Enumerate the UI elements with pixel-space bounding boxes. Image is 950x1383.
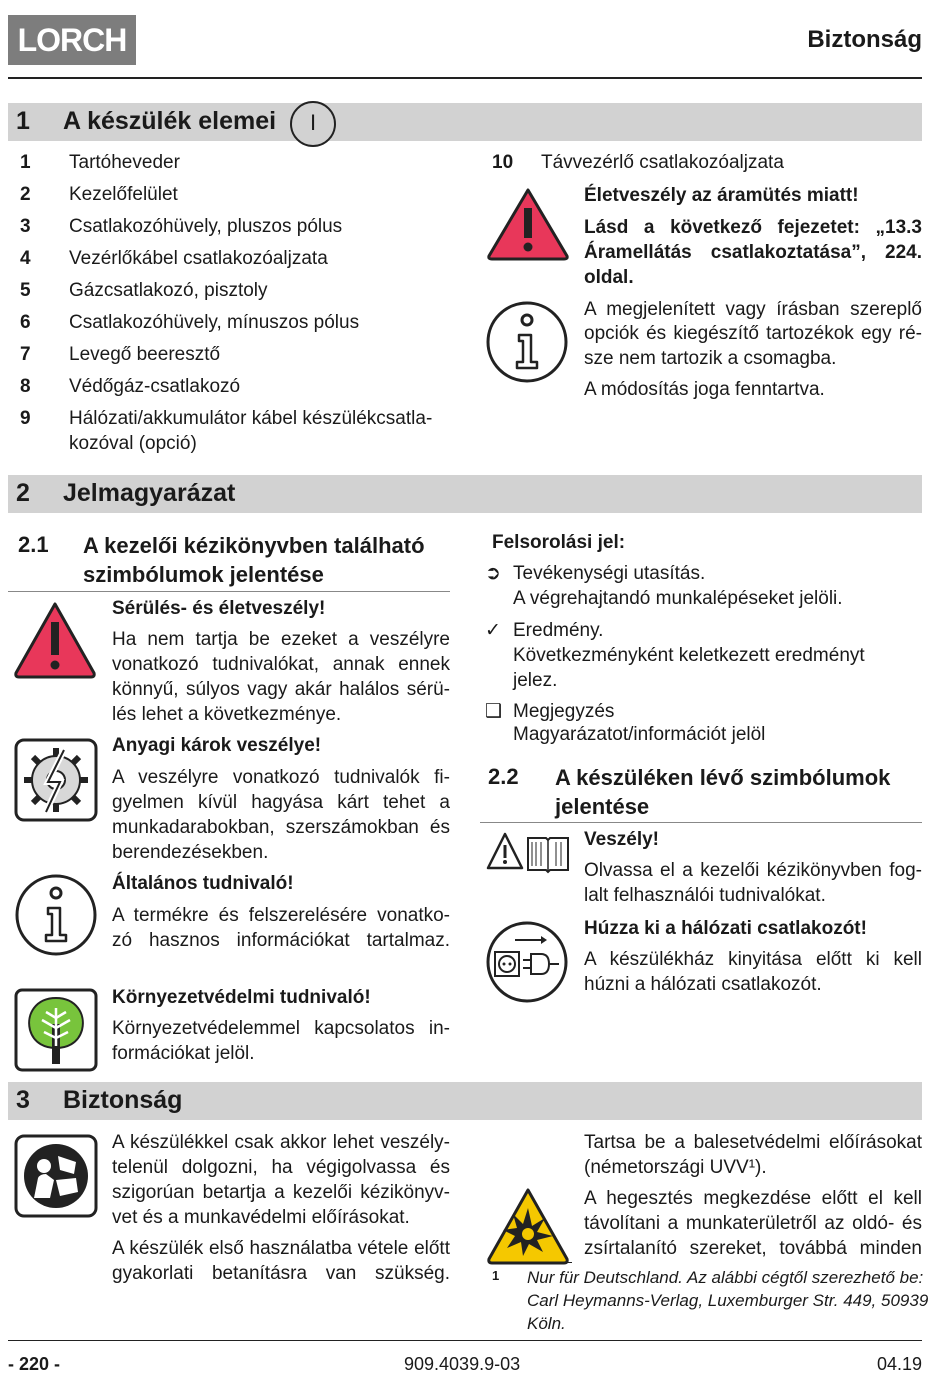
- info-text-line: sze nem tartozik a csomagba.: [584, 348, 837, 369]
- danger-text-line: könnyű, súlyos vagy akár halálos sérü-: [112, 679, 450, 700]
- safety-text-line: telenül dolgozni, ha végigolvassa és: [112, 1157, 450, 1178]
- footnote-line: Carl Heymanns-Verlag, Luxemburger Str. 449, 50939: [527, 1291, 929, 1310]
- footnote-mark: 1: [492, 1268, 500, 1283]
- safety-text-line: távolítani a munkaterületről az oldó- és: [584, 1213, 922, 1234]
- list-item: 5 Gázcsatlakozó, pisztoly: [20, 280, 268, 301]
- material-text-line: gyelmen kívül hagyása kárt tehet a: [112, 792, 450, 813]
- safety-text-line: A készülék első használatba vétele előtt: [112, 1238, 450, 1259]
- page-header-title: Biztonság: [807, 26, 922, 53]
- info-icon: [14, 873, 98, 957]
- section-3-heading: [8, 1082, 922, 1120]
- unplug-text-line: húzni a hálózati csatlakozót.: [584, 974, 822, 995]
- unplug-title: Húzza ki a hálózati csatlakozót!: [584, 918, 867, 939]
- bullet-line: Megjegyzés: [513, 701, 615, 722]
- list-item: 8 Védőgáz-csatlakozó: [20, 376, 241, 397]
- safety-text-line: A készülékkel csak akkor lehet veszély-: [112, 1132, 450, 1153]
- safety-text-line: vet és a munkavédelmi előírásokat.: [112, 1207, 410, 1228]
- safety-text-line: szigorúan betartja a kezelői kézikönyv-: [112, 1182, 450, 1203]
- subsection-rule: [8, 591, 450, 592]
- footnote-line: Nur für Deutschland. Az alábbi cégtől szerezhető be:: [527, 1268, 924, 1287]
- danger-text-line: vonatkozó tudnivalókat, annak ennek: [112, 654, 450, 675]
- material-damage-gear-icon: [14, 738, 98, 822]
- list-item: 2 Kezelőfelület: [20, 184, 178, 205]
- warning-title: Életveszély az áramütés miatt!: [584, 185, 859, 206]
- warning-ref-line: Lásd a következő fejezetet: „13.3: [584, 217, 922, 238]
- danger-triangle-icon: [12, 600, 98, 680]
- bullet-symbol-check: ✓: [485, 620, 501, 641]
- bullet-line: Magyarázatot/információt jelöl: [513, 724, 766, 745]
- list-item: 10 Távvezérlő csatlakozóaljzata: [492, 152, 784, 173]
- subsection-title: A készüléken lévő szimbólumok jelentése: [555, 765, 891, 819]
- warning-ref-line: Áramellátás csatlakoztatása”, 224.: [584, 242, 922, 263]
- environment-text-line: Környezetvédelemmel kapcsolatos in-: [112, 1018, 450, 1039]
- revision-date: 04.19: [876, 1354, 922, 1374]
- list-item: 1 Tartóheveder: [20, 152, 180, 173]
- environment-title: Környezetvédelmi tudnivaló!: [112, 987, 371, 1008]
- bullet-line: jelez.: [513, 670, 558, 691]
- general-text-line: zó hasznos információkat tartalmaz.: [112, 930, 450, 951]
- bullet-line: Következményként keletkezett eredményt: [513, 645, 865, 666]
- subsection-number: 2.1: [18, 532, 49, 557]
- safety-text-line: (németországi UVV¹).: [584, 1157, 767, 1178]
- footnote-line: Köln.: [527, 1314, 566, 1333]
- bullet-line: A végrehajtandó munkalépéseket jelöli.: [513, 588, 843, 609]
- material-text-line: munkadarabokban, szerszámokban és: [112, 817, 450, 838]
- tree-environment-icon: [14, 988, 98, 1072]
- section-title: A készülék elemei: [63, 107, 277, 135]
- device-danger-text-line: Olvassa el a kezelői kézikönyvben fog-: [584, 860, 922, 881]
- page-number: - 220 -: [8, 1354, 61, 1374]
- footer-rule: [8, 1340, 922, 1341]
- subsection-title: A kezelői kézikönyvben található szimbólumok jelentése: [83, 533, 425, 587]
- general-info-title: Általános tudnivaló!: [112, 873, 294, 894]
- warning-read-manual-icon: [486, 830, 570, 874]
- danger-text-line: lés lehet a következménye.: [112, 704, 342, 725]
- bullet-symbol-action: ➲: [485, 563, 501, 584]
- bullets-title: Felsorolási jel:: [492, 532, 626, 553]
- section-number: 1: [16, 107, 30, 135]
- device-danger-title: Veszély!: [584, 829, 659, 850]
- section-2-heading: [8, 475, 922, 513]
- document-number: 909.4039.9-03: [404, 1354, 521, 1374]
- safety-text-line: gyakorlati betanításra van szükség.: [112, 1263, 450, 1284]
- list-item: 3 Csatlakozóhüvely, pluszos pólus: [20, 216, 343, 237]
- header-rule: [8, 77, 922, 79]
- warning-ref-line: oldal.: [584, 267, 634, 288]
- material-text-line: A veszélyre vonatkozó tudnivalók fi-: [112, 767, 450, 788]
- info-icon: [485, 300, 569, 384]
- safety-text-line: A hegesztés megkezdése előtt el kell: [584, 1188, 922, 1209]
- bullet-line: Eredmény.: [513, 620, 604, 641]
- figure-ref-roman: I: [290, 101, 336, 147]
- bullet-line: Tevékenységi utasítás.: [513, 563, 706, 584]
- danger-title: Sérülés- és életveszély!: [112, 598, 326, 619]
- material-damage-title: Anyagi károk veszélye!: [112, 735, 322, 756]
- info-text-line: A megjelenített vagy írásban szereplő: [584, 299, 922, 320]
- info-text-line: opciók és kiegészítő tartozékok egy ré-: [584, 323, 922, 344]
- section-number: 2: [16, 479, 30, 507]
- list-item: 9 Hálózati/akkumulátor kábel készülékcsatla- kozóval (opció): [20, 408, 433, 454]
- reserved-note: A módosítás joga fenntartva.: [584, 379, 825, 400]
- section-title: Biztonság: [63, 1086, 183, 1114]
- list-item: 7 Levegő beeresztő: [20, 344, 221, 365]
- list-item: 6 Csatlakozóhüvely, mínuszos pólus: [20, 312, 360, 333]
- unplug-mains-icon: [485, 920, 569, 1004]
- protective-gear-mandatory-icon: [14, 1134, 98, 1218]
- section-number: 3: [16, 1086, 30, 1114]
- list-item: 4 Vezérlőkábel csatlakozóaljzata: [20, 248, 328, 269]
- material-text-line: berendezésekben.: [112, 842, 269, 863]
- section-title: Jelmagyarázat: [63, 479, 236, 507]
- unplug-text-line: A készülékház kinyitása előtt ki kell: [584, 949, 922, 970]
- device-danger-text-line: lalt felhasználói tudnivalókat.: [584, 885, 826, 906]
- subsection-number: 2.2: [488, 764, 519, 789]
- bullet-symbol-note: ❑: [485, 701, 503, 722]
- safety-text-line: zsírtalanító szereket, továbbá minden: [584, 1238, 922, 1259]
- general-text-line: A termékre és felszerelésére vonatko-: [112, 905, 450, 926]
- environment-text-line: formációkat jelöl.: [112, 1043, 255, 1064]
- subsection-rule: [480, 822, 922, 823]
- danger-text-line: Ha nem tartja be ezeket a veszélyre: [112, 629, 450, 650]
- section-1-heading: [8, 103, 922, 141]
- safety-text-line: Tartsa be a balesetvédelmi előírásokat: [584, 1132, 922, 1153]
- danger-triangle-icon: [485, 186, 571, 262]
- explosive-hazard-icon: [485, 1186, 571, 1266]
- lorch-logo: LORCH: [8, 15, 136, 65]
- footnote-rule: [492, 1262, 572, 1263]
